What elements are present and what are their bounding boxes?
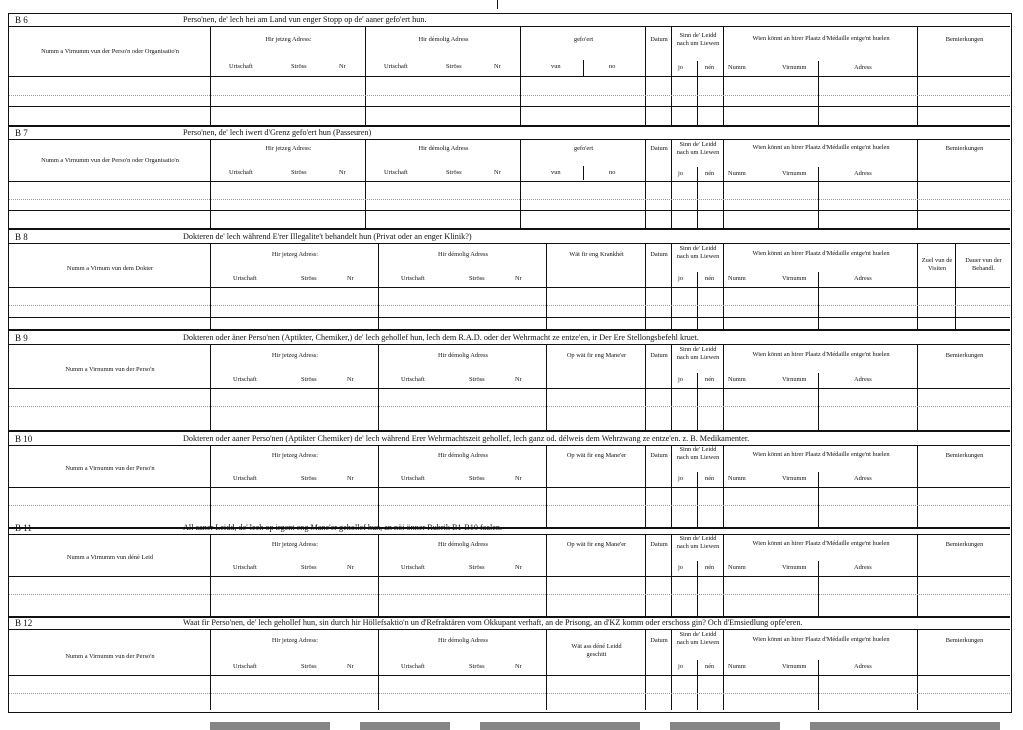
remarks-label: Bemierkungen	[945, 452, 984, 459]
section-b12	[9, 617, 1010, 712]
former-address-column	[378, 534, 546, 616]
locality-label: Urtschaft	[233, 376, 257, 383]
section-title: Dokteren oder aaner Perso'nen (Aptikter Chemiker) de' lech während Erer Wehrmachtszeit gehollef, lech ganz od. délweis dem Wehrzwang ze entze'en. z. B. Medikamenter.	[183, 434, 750, 443]
duration-label: Dauer vun der Behandl.	[965, 257, 1002, 272]
medal-divider	[818, 61, 819, 125]
header-bottom-rule	[9, 487, 1010, 488]
manner-column	[546, 445, 645, 527]
medal-firstname-label: Virnumm	[782, 170, 807, 177]
scan-edge-artifact	[210, 722, 1010, 730]
street-label: Ströss	[291, 169, 307, 176]
route-label: gefo'ert	[573, 36, 594, 43]
yes-label: jo	[678, 376, 683, 383]
medal-firstname-label: Virnumm	[782, 64, 807, 71]
section-table	[9, 629, 1010, 710]
route-from-label: vun	[551, 63, 561, 70]
current-address-label: Hir jetzeg Adress:	[265, 36, 312, 43]
sense-label: Sinn de' Leidd nach um Liewen	[676, 535, 720, 550]
route-label: gefo'ert	[573, 145, 594, 152]
yes-no-divider	[697, 61, 698, 125]
remarks-column	[917, 445, 1010, 527]
number-label: Nr	[347, 376, 354, 383]
name-column-header: Numm a Virnumm vun der Perso'n	[65, 465, 155, 472]
sense-label: Sinn de' Leidd nach um Liewen	[676, 141, 720, 156]
date-label: Datum	[650, 541, 668, 548]
visits-label: Zuel vun de Visiten	[921, 257, 953, 272]
section-b6	[9, 14, 1010, 126]
sense-column	[671, 139, 723, 228]
section-title: Dokteren oder äner Perso'nen (Aptikter, Chemiker,) de' lech gehollef hun, lech dem R.A.D. oder der Wehrmacht ze entze'en, ir Der Ere Stellongsbefehl kruet.	[183, 333, 699, 342]
yes-label: jo	[678, 663, 683, 670]
medal-address-label: Adress	[854, 663, 872, 670]
former-address-column	[378, 445, 546, 527]
fate-column	[546, 629, 645, 710]
medal-divider	[818, 472, 819, 527]
medal-label: Wien könnt an hirer Plaatz d'Médaille entge'nt huelen	[752, 250, 890, 257]
locality-label: Urtschaft	[401, 663, 425, 670]
section-code: B 12	[15, 618, 33, 628]
number-label: Nr	[494, 63, 501, 70]
entry-line	[9, 594, 1010, 595]
medal-address-label: Adress	[854, 64, 872, 71]
number-label: Nr	[347, 564, 354, 571]
remarks-column	[917, 344, 1010, 430]
date-label: Datum	[650, 36, 668, 43]
medal-label: Wien könnt an hirer Plaatz d'Médaille entge'nt huelen	[752, 35, 890, 42]
locality-label: Urtschaft	[233, 564, 257, 571]
sense-column	[671, 344, 723, 430]
locality-label: Urtschaft	[229, 169, 253, 176]
medal-address-label: Adress	[854, 564, 872, 571]
yes-no-divider	[697, 660, 698, 710]
medal-address-label: Adress	[854, 475, 872, 482]
yes-no-divider	[697, 167, 698, 228]
remarks-label: Bemierkungen	[945, 352, 984, 359]
name-column-header: Numm a Virnumm vun der Perso'n	[65, 366, 155, 373]
sense-label: Sinn de' Leidd nach um Liewen	[676, 346, 720, 361]
medal-firstname-label: Virnumm	[782, 663, 807, 670]
section-title: Perso'nen, de' lech hei am Land vun enger Stopp op de' aaner gefo'ert hun.	[183, 15, 427, 24]
sense-column	[671, 629, 723, 710]
section-code: B 11	[15, 523, 32, 533]
locality-label: Urtschaft	[401, 475, 425, 482]
number-label: Nr	[515, 475, 522, 482]
street-label: Ströss	[469, 475, 485, 482]
sense-label: Sinn de' Leidd nach um Liewen	[676, 245, 720, 260]
locality-label: Urtschaft	[401, 275, 425, 282]
section-code: B 6	[15, 15, 28, 25]
section-code: B 9	[15, 333, 28, 343]
number-label: Nr	[339, 169, 346, 176]
former-address-column	[378, 629, 546, 710]
date-column	[645, 139, 671, 228]
remarks-column	[917, 139, 1010, 228]
street-label: Ströss	[469, 376, 485, 383]
section-b9	[9, 332, 1010, 432]
street-label: Ströss	[469, 275, 485, 282]
number-label: Nr	[347, 475, 354, 482]
current-address-column	[210, 534, 378, 616]
number-label: Nr	[515, 376, 522, 383]
yes-no-divider	[697, 272, 698, 329]
medal-divider	[818, 373, 819, 430]
locality-label: Urtschaft	[384, 63, 408, 70]
sense-label: Sinn de' Leidd nach um Liewen	[676, 631, 720, 646]
street-label: Ströss	[446, 169, 462, 176]
no-label: nén	[705, 663, 715, 670]
header-bottom-rule	[9, 181, 1010, 182]
section-title: Perso'nen, de' lech iwert d'Grenz gefo'ert hun (Passeuren)	[183, 128, 372, 137]
header-bottom-rule	[9, 76, 1010, 77]
manner-label: Op wät fir eng Mane'er	[566, 452, 627, 459]
current-address-label: Hir jetzeg Adress:	[271, 251, 319, 258]
street-label: Ströss	[301, 663, 317, 670]
current-address-label: Hir jetzeg Adress:	[271, 541, 319, 548]
remarks-label: Bemierkungen	[945, 637, 984, 644]
medal-name-label: Numm	[728, 170, 746, 177]
locality-label: Urtschaft	[233, 663, 257, 670]
section-title: Waat fir Perso'nen, de' lech gehollef hun, sin durch hir Höllefsaktio'n un d'Refraktären vom Okkupant verhaft, an de Prisong, an d'KZ komm oder erschoss gin? Och d'Emsiedlung opfe'eren.	[183, 618, 803, 627]
name-column-header: Numm a Virnumm vun der Perso'n oder Organisatio'n	[41, 48, 179, 55]
yes-label: jo	[678, 564, 683, 571]
section-b8	[9, 231, 1010, 331]
street-label: Ströss	[301, 275, 317, 282]
medal-column	[723, 445, 917, 527]
date-column	[645, 534, 671, 616]
section-table	[9, 139, 1010, 230]
header-bottom-rule	[9, 675, 1010, 676]
medal-column	[723, 534, 917, 616]
former-address-column	[378, 344, 546, 430]
street-label: Ströss	[301, 475, 317, 482]
medal-name-label: Numm	[728, 663, 746, 670]
street-label: Ströss	[446, 63, 462, 70]
number-label: Nr	[347, 663, 354, 670]
route-to-label: no	[609, 63, 616, 70]
entry-line	[9, 199, 1010, 200]
no-label: nén	[705, 170, 715, 177]
medal-divider	[818, 660, 819, 710]
section-b11	[9, 522, 1010, 618]
locality-label: Urtschaft	[401, 564, 425, 571]
current-address-column	[210, 139, 365, 228]
current-address-column	[210, 629, 378, 710]
medal-column	[723, 629, 917, 710]
route-column	[520, 139, 645, 228]
no-label: nén	[705, 275, 715, 282]
medal-name-label: Numm	[728, 376, 746, 383]
current-address-label: Hir jetzeg Adress:	[271, 452, 319, 459]
section-table	[9, 344, 1010, 432]
medal-address-label: Adress	[854, 170, 872, 177]
former-address-label: Hir démolig Adress	[437, 251, 489, 258]
former-address-label: Hir démolig Adress	[437, 637, 489, 644]
medal-divider	[818, 561, 819, 616]
yes-no-divider	[697, 561, 698, 616]
medal-name-label: Numm	[728, 64, 746, 71]
medal-label: Wien könnt an hirer Plaatz d'Médaille entge'nt huelen	[752, 540, 890, 547]
name-column-header: Numm a Virnum vun dem Dokter	[66, 265, 154, 272]
date-label: Datum	[650, 145, 668, 152]
date-column	[645, 445, 671, 527]
locality-label: Urtschaft	[233, 275, 257, 282]
no-label: nén	[705, 475, 715, 482]
date-column	[645, 344, 671, 430]
current-address-label: Hir jetzeg Adress:	[265, 145, 312, 152]
street-label: Ströss	[469, 663, 485, 670]
medal-column	[723, 139, 917, 228]
sense-column	[671, 534, 723, 616]
street-label: Ströss	[301, 564, 317, 571]
number-label: Nr	[494, 169, 501, 176]
fate-label: Wät ass déné Leidd geschitt	[571, 643, 622, 658]
current-address-column	[210, 344, 378, 430]
section-code: B 7	[15, 128, 28, 138]
medal-firstname-label: Virnumm	[782, 275, 807, 282]
medal-firstname-label: Virnumm	[782, 564, 807, 571]
header-bottom-rule	[9, 388, 1010, 389]
date-label: Datum	[650, 251, 668, 258]
yes-label: jo	[678, 170, 683, 177]
former-address-column	[365, 139, 520, 228]
medal-label: Wien könnt an hirer Plaatz d'Médaille entge'nt huelen	[752, 451, 890, 458]
registration-form	[8, 13, 1012, 713]
name-column-header: Numm a Virnumm vun der Perso'n oder Organisatio'n	[41, 157, 179, 164]
section-table	[9, 26, 1010, 127]
locality-label: Urtschaft	[384, 169, 408, 176]
number-label: Nr	[339, 63, 346, 70]
locality-label: Urtschaft	[233, 475, 257, 482]
number-label: Nr	[347, 275, 354, 282]
section-b7	[9, 127, 1010, 230]
street-label: Ströss	[469, 564, 485, 571]
entry-line	[9, 505, 1010, 506]
remarks-column	[917, 629, 1010, 710]
section-code: B 10	[15, 434, 33, 444]
former-address-label: Hir démolig Adress	[437, 352, 489, 359]
medal-address-label: Adress	[854, 275, 872, 282]
manner-column	[546, 534, 645, 616]
street-label: Ströss	[291, 63, 307, 70]
locality-label: Urtschaft	[229, 63, 253, 70]
route-divider	[583, 166, 584, 180]
date-column	[645, 629, 671, 710]
number-label: Nr	[515, 275, 522, 282]
section-title: All aaner Leidd, de' lech op irgent eng Mane'er gehollef hun, an nöi önner Rubrik B1-B10 faalen.	[183, 523, 503, 532]
medal-name-label: Numm	[728, 564, 746, 571]
yes-label: jo	[678, 64, 683, 71]
header-bottom-rule	[9, 576, 1010, 577]
yes-no-divider	[697, 373, 698, 430]
no-label: nén	[705, 64, 715, 71]
current-address-label: Hir jetzeg Adress:	[271, 352, 319, 359]
section-table	[9, 534, 1010, 618]
current-address-column	[210, 445, 378, 527]
medal-divider	[818, 272, 819, 329]
entry-rule	[9, 210, 1010, 211]
entry-line	[9, 95, 1010, 96]
entry-line	[9, 406, 1010, 407]
section-b10	[9, 433, 1010, 529]
medal-label: Wien könnt an hirer Plaatz d'Médaille entge'nt huelen	[752, 144, 890, 151]
current-address-label: Hir jetzeg Adress:	[271, 637, 319, 644]
route-to-label: no	[609, 169, 616, 176]
yes-label: jo	[678, 475, 683, 482]
section-table	[9, 243, 1010, 331]
no-label: nén	[705, 564, 715, 571]
sense-label: Sinn de' Leidd nach um Liewen	[676, 446, 720, 461]
yes-no-divider	[697, 472, 698, 527]
remarks-label: Bemierkungen	[945, 145, 984, 152]
medal-divider	[818, 167, 819, 228]
date-label: Datum	[650, 637, 668, 644]
street-label: Ströss	[301, 376, 317, 383]
medal-address-label: Adress	[854, 376, 872, 383]
no-label: nén	[705, 376, 715, 383]
top-margin-tick	[497, 0, 498, 9]
former-address-label: Hir démolig Adress	[437, 452, 489, 459]
medal-firstname-label: Virnumm	[782, 376, 807, 383]
name-column-header: Numm a Virnumm vun déné Leid	[66, 554, 154, 561]
medal-label: Wien könnt an hirer Plaatz d'Médaille entge'nt huelen	[752, 351, 890, 358]
manner-label: Op wät fir eng Mane'er	[566, 352, 627, 359]
entry-rule	[9, 106, 1010, 107]
medal-firstname-label: Virnumm	[782, 475, 807, 482]
remarks-label: Bemierkungen	[945, 541, 984, 548]
manner-label: Op wät fir eng Mane'er	[566, 541, 627, 548]
section-code: B 8	[15, 232, 28, 242]
entry-line	[9, 305, 1010, 306]
date-label: Datum	[650, 452, 668, 459]
medal-name-label: Numm	[728, 275, 746, 282]
entry-line	[9, 693, 1010, 694]
name-column-header: Numm a Virnumm vun der Perso'n	[65, 653, 155, 660]
route-divider	[583, 60, 584, 76]
remarks-label: Bemierkungen	[945, 36, 984, 43]
sense-label: Sinn de' Leidd nach um Liewen	[676, 32, 720, 47]
section-title: Dokteren de' lech während E'rer Illegalite't behandelt hun (Privat oder an enger Klinik?)	[183, 232, 472, 241]
number-label: Nr	[515, 564, 522, 571]
former-address-label: Hir démolig Adress	[437, 541, 489, 548]
medal-name-label: Numm	[728, 475, 746, 482]
header-bottom-rule	[9, 287, 1010, 288]
date-label: Datum	[650, 352, 668, 359]
locality-label: Urtschaft	[401, 376, 425, 383]
former-address-label: Hir démolig Adress	[418, 36, 469, 43]
number-label: Nr	[515, 663, 522, 670]
manner-column	[546, 344, 645, 430]
medal-label: Wien könnt an hirer Plaatz d'Médaille entge'nt huelen	[752, 636, 890, 643]
entry-rule	[9, 317, 1010, 318]
yes-label: jo	[678, 275, 683, 282]
route-from-label: vun	[551, 169, 561, 176]
medal-column	[723, 344, 917, 430]
former-address-label: Hir démolig Adress	[418, 145, 469, 152]
sense-column	[671, 445, 723, 527]
remarks-column	[917, 534, 1010, 616]
illness-label: Wät fir eng Krankhét	[569, 251, 624, 258]
section-table	[9, 445, 1010, 529]
